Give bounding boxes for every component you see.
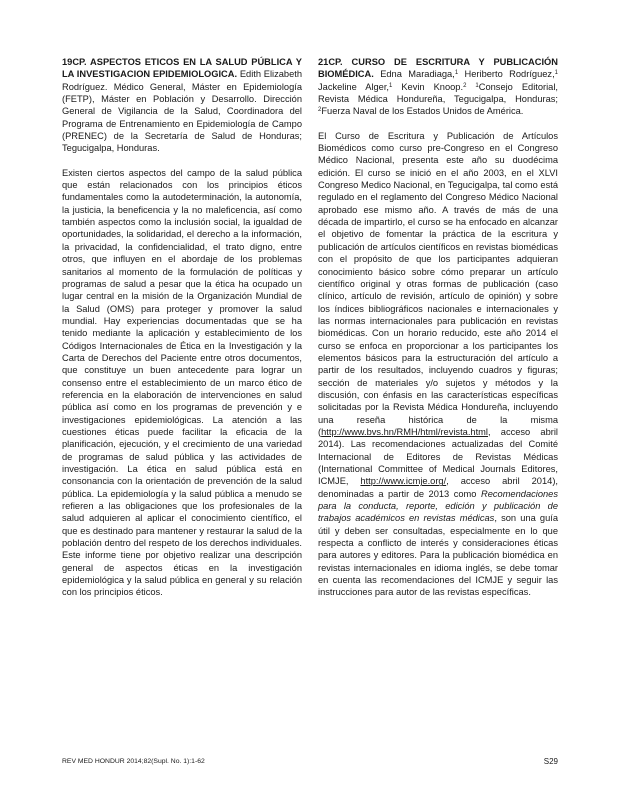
author-4: Kevin Knoop. [392, 81, 464, 92]
article-21-body-4: , son una guía útil y deben ser consultadas, especialmente en lo que respecta a conflicto de interés y consideraciones éticas para autores y editores. Para la publicación biomédica en revistas internacionales en idioma inglés, se debe tomar en cuenta las recomendaciones del ICMJE y seguir las instrucciones para autor de las revistas específicas. [318, 513, 558, 598]
recommendations-title: Recomendaciones para la conducta, reporte, edición y publicación de trabajos académicos en revistas médicas [318, 488, 558, 524]
author-3-sup: 1 [389, 82, 393, 89]
article-19-author-info: Edith Elizabeth Rodríguez. Médico General, Máster en Epidemiología (FETP), Máster en Población y Desarrollo. Dirección General de Vigilancia de la Salud, Coordinadora del Programa de Entrenamiento en Epidemiología de Campo (PRENEC) de la Secretaría de Salud de Honduras; Tegucigalpa, Honduras. [62, 69, 302, 154]
bvs-link[interactable]: http://www.bvs.hn/RMH/html/revista.html [321, 426, 488, 437]
affiliation-2-sup: 2 [318, 107, 322, 114]
page-number: S29 [543, 757, 558, 766]
article-21-header [318, 56, 558, 118]
article-21 [318, 56, 558, 599]
author-1: Edna Maradiaga, [373, 69, 455, 80]
author-2-sup: 1 [554, 70, 558, 77]
article-19-header [62, 56, 302, 155]
author-4-sup: 2 [463, 82, 467, 89]
article-21-body [318, 130, 558, 599]
article-19-title: 19CP. ASPECTOS ETICOS EN LA SALUD PÚBLICA Y LA INVESTIGACION EPIDEMIOLOGICA. [62, 57, 302, 80]
journal-citation: REV MED HONDUR 2014;82(Supl. No. 1):1-62 [62, 758, 205, 765]
author-3: Jackeline Alger, [318, 81, 390, 92]
article-21-title: 21CP. CURSO DE ESCRITURA Y PUBLICACIÓN BIOMÉDICA. [318, 57, 558, 80]
affiliation-1: Consejo Editorial, Revista Médica Hondureña, Tegucigalpa, Honduras; [318, 81, 558, 105]
article-21-body-3: , acceso abril 2014), denominadas a partir de 2013 como [318, 476, 558, 499]
icmje-link[interactable]: http://www.icmje.org/ [360, 476, 447, 487]
article-19 [62, 56, 302, 599]
article-19-body: Existen ciertos aspectos del campo de la salud pública que están relacionados con los principios éticos fundamentales como la autodeterminación, la autonomía, la justicia, la beneficencia y la no maleficencia, así como también aspectos como la inclusión social, la igualdad de oportunidades, la solidaridad, el derecho a la información, la privacidad, la confidencialidad, el trato digno, entre otros, que influyen en el abordaje de los problemas sanitarios al momento de la formulación de políticas y programas de salud a pesar que la ética ha ocupado un lugar central en la misión de la Organización Mundial de la Salud (OMS) para proteger y promover la salud mundial. Hay experiencias documentadas que se ha tenido mediante la aplicación y establecimiento de los Códigos Internacionales de Ética en la Investigación y la Carta de Derechos del Paciente entre otros documentos, que constituye un buen antecedente para lograr un consenso entre el establecimiento de un marco ético de referencia en la elaboración de intervenciones en salud pública así como en los programas de prevención y e investigaciones epidemiológicas. La atención a las cuestiones éticas puede facilitar la eficacia de la planificación, ejecución, y el crecimiento de una variedad de programas de salud pública y las actividades de investigación. La ética en salud pública está en consonancia con la orientación de prevención de la salud pública. La epidemiología y la salud pública a menudo se refieren a las obligaciones que los profesionales de la salud adquieren al aplicar el conocimiento científico, el que es destinado para mantener y restaurar la salud de la población dentro del respeto de los derechos individuales. Este informe tiene por objetivo realizar una descripción general de aspectos éticas en la investigación epidemiológica y la salud pública en general y su relación con los principios éticos. [62, 167, 302, 598]
article-21-body-2: , acceso abril 2014). Las recomendaciones actualizadas del Comité Internacional de Editores de Revistas Médicas (International Committee of Medical Journals Editores, ICMJE, [318, 426, 558, 487]
author-1-sup: 1 [454, 70, 459, 77]
affiliation-2: Fuerza Naval de los Estados Unidos de América. [321, 106, 524, 117]
affiliation-1-sup: 1 [475, 82, 479, 89]
article-21-body-1: El Curso de Escritura y Publicación de Artículos Biomédicos como curso pre-Congreso en el Congreso Médico Nacional, presenta este año su duodécima edición. El curso se inició en el año 2003, en el XLVI Congreso Medico Nacional, en Tegucigalpa, tal como está regulado en el reglamento del Congreso Médico Nacional aprobado ese mismo año. A través de más de una década de impartirlo, el curso se ha enfocado en alcanzar el objetivo de fomentar la práctica de la escritura y publicación de artículos científicos en revistas biomédicas con el propósito de que los participantes adquieran conocimiento básico sobre cómo preparar un artículo científico original y otras formas de publicación (caso clínico, artículo de revisión, artículo de opinión) y sobre los índices bibliográficos nacionales e internacionales y las normas internacionales para publicación en revistas biomédicas. Con un horario reducido, este año 2014 el curso se enfoca en proporcionar a los participantes los elementos básicos para la estructuración del artículo a partir de los resultados, incluyendo cuadros y figuras; sección de materiales y/o sujetos y métodos y la discusión, con énfasis en las características específicas solicitadas por la Revista Médica Hondureña, incluyendo una reseña histórica de la misma ( [318, 130, 558, 437]
author-2: Heriberto Rodríguez, [458, 69, 555, 80]
